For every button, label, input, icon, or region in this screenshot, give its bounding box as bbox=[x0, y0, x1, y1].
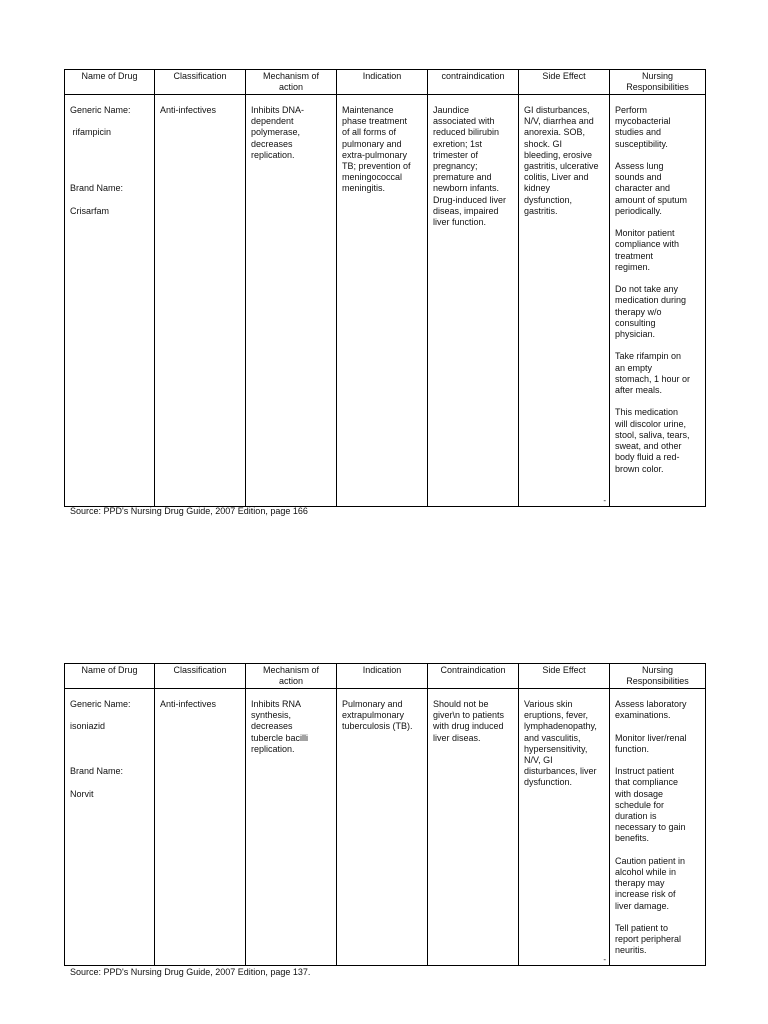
header-contraindication: Contraindication bbox=[428, 664, 519, 689]
cell-classification: Anti-infectives bbox=[155, 689, 246, 966]
header-side-effect: Side Effect bbox=[519, 70, 610, 95]
cell-contraindication: Jaundice associated with reduced bilirubin exretion; 1st trimester of pregnancy; premature and newborn infants. Drug-induced liver diseas, impaired liver function. bbox=[428, 95, 519, 507]
drug-table-isoniazid bbox=[64, 663, 706, 966]
cell-drug-name: Generic Name: rifampicin Brand Name: Crisarfam bbox=[65, 95, 155, 507]
dash-mark: - bbox=[603, 495, 606, 505]
header-classification: Classification bbox=[155, 664, 246, 689]
table-header-row bbox=[65, 664, 706, 689]
source-citation: Source: PPD's Nursing Drug Guide, 2007 Edition, page 137. bbox=[70, 967, 311, 977]
header-contraindication: contraindication bbox=[428, 70, 519, 95]
cell-indication: Pulmonary and extrapulmonary tuberculosis (TB). bbox=[337, 689, 428, 966]
cell-side-effect: Various skin eruptions, fever, lymphadenopathy, and vasculitis, hypersensitivity, N/V, GI disturbances, liver dysfunction. - bbox=[519, 689, 610, 966]
table-row bbox=[65, 95, 706, 507]
cell-contraindication: Should not be giver\n to patients with drug induced liver diseas. bbox=[428, 689, 519, 966]
header-indication: Indication bbox=[337, 70, 428, 95]
source-citation: Source: PPD's Nursing Drug Guide, 2007 Edition, page 166 bbox=[70, 506, 308, 516]
header-classification: Classification bbox=[155, 70, 246, 95]
header-mechanism-of-action: Mechanism of action bbox=[246, 664, 337, 689]
cell-nursing-responsibilities: Assess laboratory examinations. Monitor liver/renal function. Instruct patient that compliance with dosage schedule for duration is necessary to gain benefits. Caution patient in alcohol while in therapy may increase risk of liver damage. Tell patient to report peripheral neuritis. bbox=[610, 689, 706, 966]
cell-side-effect: GI disturbances, N/V, diarrhea and anorexia. SOB, shock. GI bleeding, erosive gastritis, ulcerative colitis, Liver and kidney dysfunction, gastritis. - bbox=[519, 95, 610, 507]
cell-drug-name: Generic Name: isoniazid Brand Name: Norvit bbox=[65, 689, 155, 966]
table-row bbox=[65, 689, 706, 966]
header-nursing-responsibilities: Nursing Responsibilities bbox=[610, 664, 706, 689]
header-name-of-drug: Name of Drug bbox=[65, 664, 155, 689]
header-mechanism-of-action: Mechanism of action bbox=[246, 70, 337, 95]
dash-mark: - bbox=[603, 954, 606, 964]
header-side-effect: Side Effect bbox=[519, 664, 610, 689]
cell-nursing-responsibilities: Perform mycobacterial studies and susceptibility. Assess lung sounds and character and amount of sputum periodically. Monitor patient compliance with treatment regimen. Do not take any medication during therapy w/o consulting physician. Take rifampin on an empty stomach, 1 hour or after meals. This medication will discolor urine, stool, saliva, tears, sweat, and other body fluid a red- brown color. bbox=[610, 95, 706, 507]
table-header-row bbox=[65, 70, 706, 95]
drug-table-rifampicin bbox=[64, 69, 706, 507]
header-name-of-drug: Name of Drug bbox=[65, 70, 155, 95]
header-nursing-responsibilities: Nursing Responsibilities bbox=[610, 70, 706, 95]
cell-mechanism: Inhibits RNA synthesis, decreases tubercle bacilli replication. bbox=[246, 689, 337, 966]
cell-indication: Maintenance phase treatment of all forms of pulmonary and extra-pulmonary TB; prevention of meningococcal meningitis. bbox=[337, 95, 428, 507]
header-indication: Indication bbox=[337, 664, 428, 689]
cell-mechanism: Inhibits DNA- dependent polymerase, decreases replication. bbox=[246, 95, 337, 507]
cell-classification: Anti-infectives bbox=[155, 95, 246, 507]
